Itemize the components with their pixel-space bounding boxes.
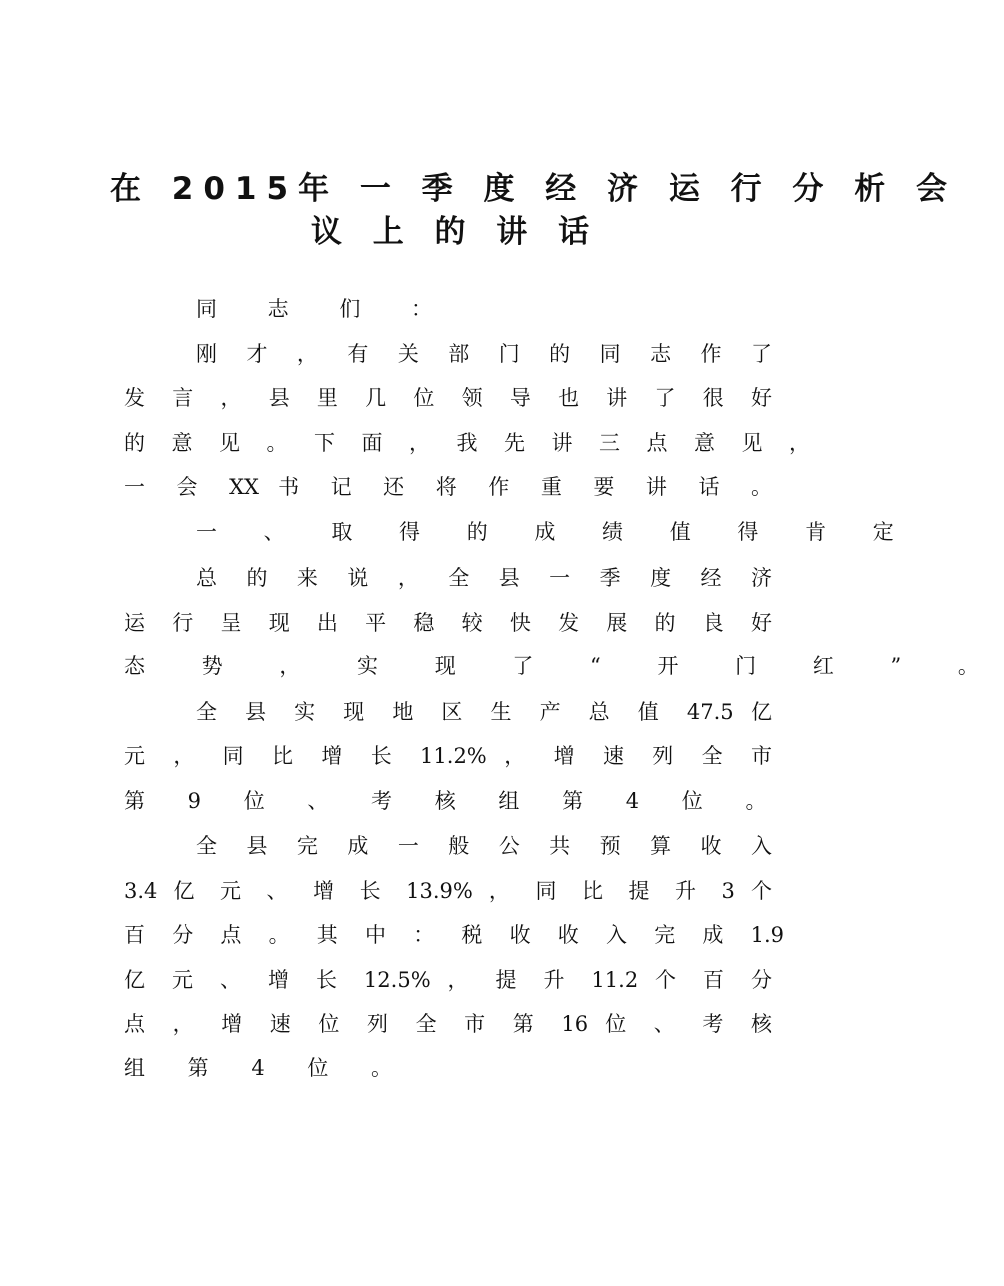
paragraph-line: 百 分 点 。 其 中 ： 税 收 收 入 完 成 1.9 (124, 923, 784, 947)
paragraph-line: 态 势 ， 实 现 了 “ 开 门 红 ” 。 (124, 654, 1004, 678)
paragraph-line: 元 ， 同 比 增 长 11.2% ， 增 速 列 全 市 (124, 744, 772, 768)
salutation: 同 志 们 ： (196, 297, 455, 321)
paragraph-line: 第 9 位 、 考 核 组 第 4 位 。 (124, 789, 785, 813)
paragraph-line: 亿 元 、 增 长 12.5% ， 提 升 11.2 个 百 分 (124, 968, 772, 992)
paragraph-line: 一 会 XX 书 记 还 将 作 重 要 讲 话 。 (124, 475, 772, 499)
section-heading: 一 、 取 得 的 成 绩 值 得 肯 定 (196, 520, 914, 544)
paragraph-line: 全 县 完 成 一 般 公 共 预 算 收 入 (196, 834, 772, 858)
paragraph-line: 3.4 亿 元 、 增 长 13.9% ， 同 比 提 升 3 个 (124, 879, 772, 903)
document-title-line-1: 在 2015年 一 季 度 经 济 运 行 分 析 会 (110, 171, 957, 207)
paragraph-line: 组 第 4 位 。 (124, 1056, 411, 1080)
document-title-line-2: 议 上 的 讲 话 (310, 214, 600, 250)
paragraph-line: 总 的 来 说 ， 全 县 一 季 度 经 济 (196, 566, 772, 590)
paragraph-line: 的 意 见 。 下 面 ， 我 先 讲 三 点 意 见 ， (124, 431, 810, 455)
paragraph-line: 点 ， 增 速 位 列 全 市 第 16 位 、 考 核 (124, 1012, 772, 1036)
paragraph-line: 全 县 实 现 地 区 生 产 总 值 47.5 亿 (196, 700, 772, 724)
paragraph-line: 发 言 ， 县 里 几 位 领 导 也 讲 了 很 好 (124, 386, 772, 410)
paragraph-line: 刚 才 ， 有 关 部 门 的 同 志 作 了 (196, 342, 772, 366)
paragraph-line: 运 行 呈 现 出 平 稳 较 快 发 展 的 良 好 (124, 611, 772, 635)
